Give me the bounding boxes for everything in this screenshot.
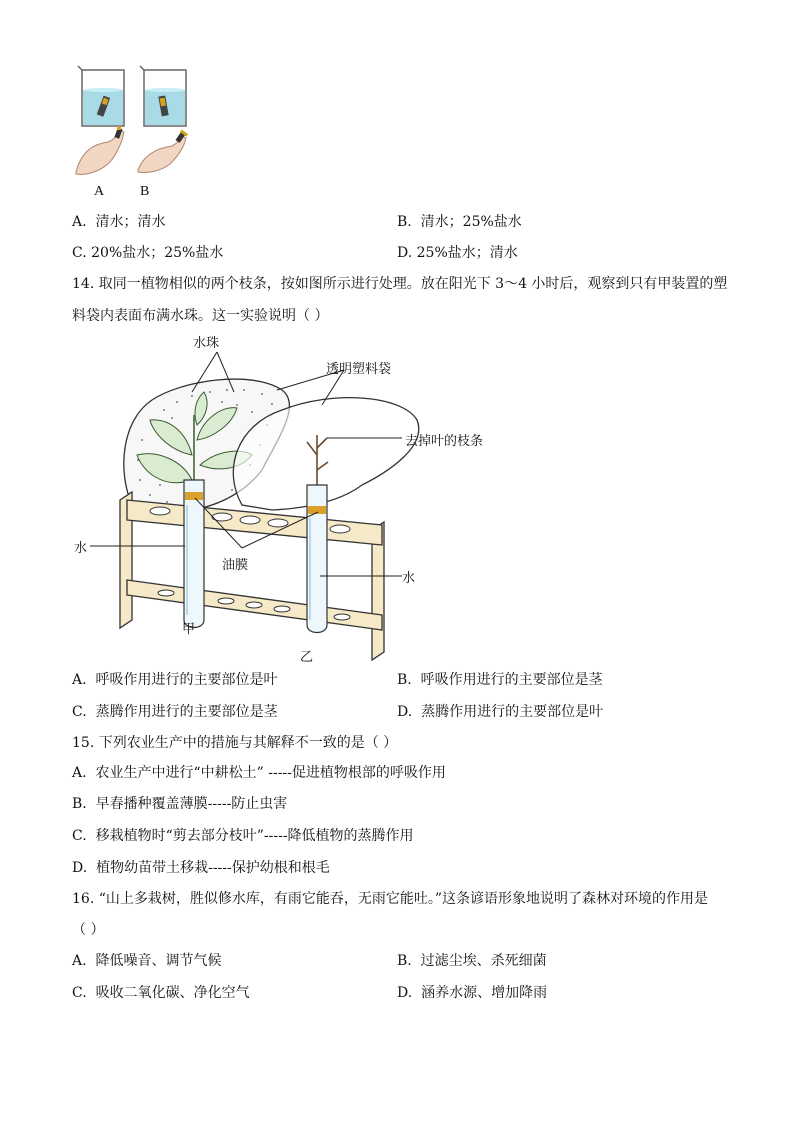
label-bag: 透明塑料袋 [326,361,392,376]
beaker-a [78,66,124,126]
label-water-right: 水 [402,570,416,585]
label-branch: 去掉叶的枝条 [405,433,484,448]
q14-option-a: A. 呼吸作用进行的主要部位是叶 [72,672,278,688]
q16-option-b: B. 过滤尘埃、杀死细菌 [397,953,547,969]
test-tube-yi [307,485,327,633]
q13-option-c: C. 20%盐水；25%盐水 [72,245,224,261]
q14-option-c: C. 蒸腾作用进行的主要部位是茎 [72,704,278,720]
beaker-hand-illustration [74,62,204,182]
label-water-left: 水 [74,540,88,555]
label-oil: 油膜 [222,557,249,572]
q16-stem-line1: 16. “山上多栽树，胜似修水库，有雨它能吞，无雨它能吐。”这条谚语形象地说明了森林对环境的作用是 [72,891,709,907]
beaker-b [140,66,186,126]
q13-figure [74,62,204,202]
q15-option-b: B. 早春播种覆盖薄膜-----防止虫害 [72,796,288,812]
q13-option-b: B. 清水；25%盐水 [397,214,522,230]
fig-label-a: A [94,184,105,199]
q14-stem-line1: 14. 取同一植物相似的两个枝条，按如图所示进行处理。放在阳光下 3～4 小时后，观察到只有甲装置的塑 [72,276,728,292]
hand-b [138,130,188,173]
q16-stem-line2: （ ） [72,922,105,938]
label-jia: 甲 [182,621,196,636]
q16-option-a: A. 降低噪音、调节气候 [72,953,222,969]
q14-figure [72,330,522,665]
hand-a [76,126,124,174]
label-yi: 乙 [300,649,314,664]
q16-option-d: D. 涵养水源、增加降雨 [397,985,548,1001]
q13-option-d: D. 25%盐水；清水 [397,245,518,261]
test-tube-jia [184,480,204,628]
q13-option-a: A. 清水；清水 [72,214,166,230]
q15-stem: 15. 下列农业生产中的措施与其解释不一致的是（ ） [72,735,398,751]
q15-option-d: D. 植物幼苗带土移栽-----保护幼根和根毛 [72,860,330,876]
label-water-drops: 水珠 [193,335,220,350]
q14-stem-line2: 料袋内表面布满水珠。这一实验说明（ ） [72,308,329,324]
q16-option-c: C. 吸收二氧化碳、净化空气 [72,985,250,1001]
q14-option-b: B. 呼吸作用进行的主要部位是茎 [397,672,603,688]
transpiration-experiment-illustration [72,330,522,665]
q15-option-c: C. 移栽植物时“剪去部分枝叶”-----降低植物的蒸腾作用 [72,828,414,844]
fig-label-b: B [140,184,150,199]
q15-option-a: A. 农业生产中进行“中耕松土” -----促进植物根部的呼吸作用 [72,765,446,781]
q14-option-d: D. 蒸腾作用进行的主要部位是叶 [397,704,604,720]
